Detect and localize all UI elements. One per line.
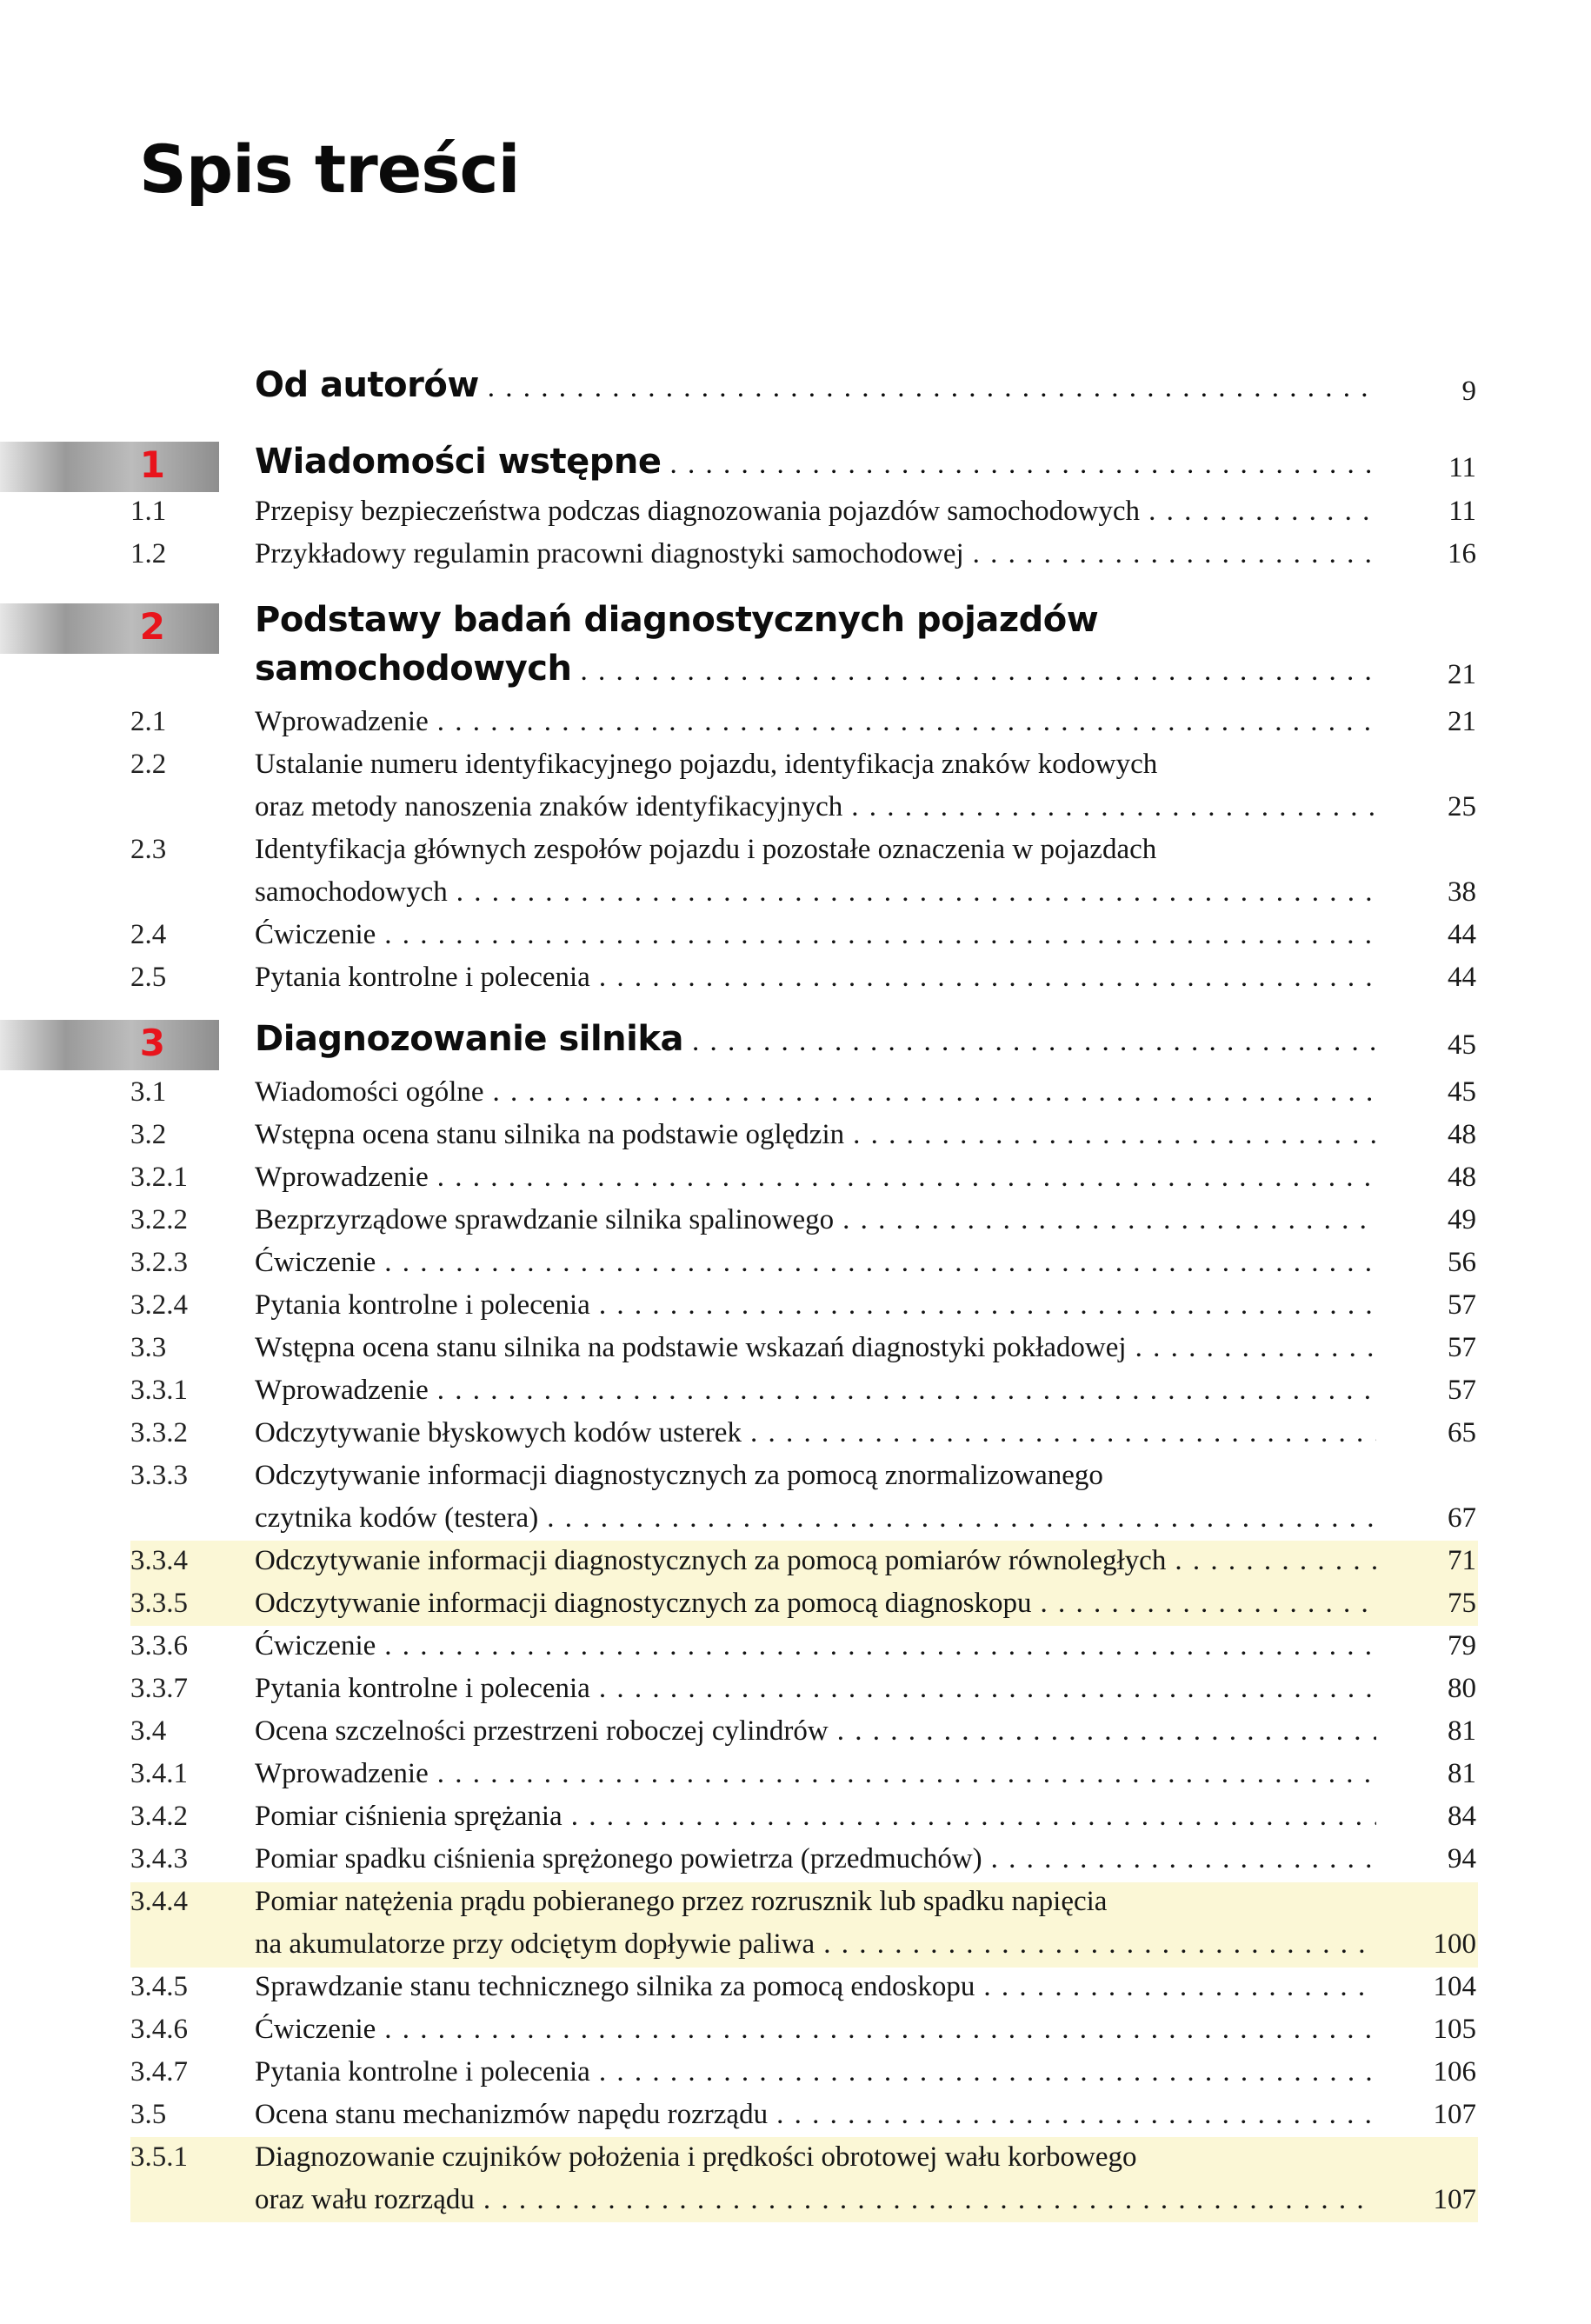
leader-dots: [437, 1162, 1376, 1194]
leader-dots: [599, 1289, 1376, 1322]
page-number: 84: [1448, 1801, 1476, 1832]
entry-label: Wprowadzenie: [255, 706, 429, 737]
leader-dots: [437, 1375, 1376, 1407]
leader-dots: [823, 1928, 1376, 1961]
leader-dots: [488, 372, 1376, 404]
page-number: 104: [1433, 1971, 1476, 2002]
entry-label: Ocena stanu mechanizmów napędu rozrządu: [255, 2099, 769, 2130]
leader-dots: [580, 656, 1376, 688]
entry-label: Od autorów: [255, 365, 479, 405]
entry-label-line2: na akumulatorze przy odciętym dopływie paliwa: [255, 1928, 815, 1960]
entry-label-line2: oraz wału rozrządu: [255, 2184, 475, 2215]
page-number: 65: [1448, 1417, 1476, 1448]
leader-dots: [571, 1801, 1376, 1833]
chapter-number: 2: [139, 605, 165, 648]
entry-label: Pytania kontrolne i polecenia: [255, 962, 590, 993]
entry-label: Przykładowy regulamin pracowni diagnostyki samochodowej: [255, 538, 964, 569]
entry-number: 2.5: [130, 962, 167, 993]
leader-dots: [384, 919, 1376, 951]
page-number: 75: [1448, 1588, 1476, 1619]
entry-label: Ćwiczenie: [255, 1247, 376, 1278]
leader-dots: [670, 449, 1376, 481]
entry-label-line1: Identyfikacja głównych zespołów pojazdu i pozostałe oznaczenia w pojazdach: [255, 834, 1157, 865]
leader-dots: [437, 1758, 1376, 1790]
entry-label-line1: Diagnozowanie czujników położenia i prędkości obrotowej wału korbowego: [255, 2141, 1137, 2173]
page-number: 49: [1448, 1204, 1476, 1235]
leader-dots: [384, 2014, 1376, 2046]
entry-label: Odczytywanie błyskowych kodów usterek: [255, 1417, 742, 1448]
entry-number: 3.4.4: [130, 1886, 188, 1917]
entry-number: 2.2: [130, 749, 167, 780]
entry-label: Wprowadzenie: [255, 1758, 429, 1789]
chapter-band-1: [0, 442, 219, 492]
leader-dots: [991, 1843, 1376, 1875]
entry-label: Pomiar spadku ciśnienia sprężonego powietrza (przedmuchów): [255, 1843, 982, 1875]
page-number: 106: [1433, 2056, 1476, 2088]
leader-dots: [851, 791, 1376, 823]
page-number: 107: [1433, 2184, 1476, 2215]
entry-number: 3.3.6: [130, 1630, 188, 1661]
entry-number: 3.4.6: [130, 2014, 188, 2045]
entry-number: 3.4.2: [130, 1801, 188, 1832]
page-number: 11: [1448, 452, 1476, 483]
leader-dots: [483, 2184, 1376, 2216]
leader-dots: [973, 538, 1376, 570]
page-number: 48: [1448, 1162, 1476, 1193]
entry-number: 3.5: [130, 2099, 167, 2130]
page-number: 80: [1448, 1673, 1476, 1704]
entry-label-line2: oraz metody nanoszenia znaków identyfikacyjnych: [255, 791, 843, 822]
entry-number: 2.4: [130, 919, 167, 950]
entry-label: Sprawdzanie stanu technicznego silnika za pomocą endoskopu: [255, 1971, 975, 2002]
entry-label: Wiadomości ogólne: [255, 1076, 484, 1108]
chapter-title: Diagnozowanie silnika: [255, 1019, 683, 1059]
entry-number: 1.2: [130, 538, 167, 569]
page-number: 94: [1448, 1843, 1476, 1875]
leader-dots: [384, 1630, 1376, 1662]
leader-dots: [1040, 1588, 1376, 1620]
entry-label: Wprowadzenie: [255, 1162, 429, 1193]
entry-label: Wstępna ocena stanu silnika na podstawie wskazań diagnostyki pokładowej: [255, 1332, 1127, 1363]
entry-number: 3.3: [130, 1332, 167, 1363]
entry-number: 2.1: [130, 706, 167, 737]
page-number: 21: [1448, 706, 1476, 737]
entry-label: Pomiar ciśnienia sprężania: [255, 1801, 563, 1832]
entry-label: Ocena szczelności przestrzeni roboczej cylindrów: [255, 1715, 829, 1747]
entry-number: 3.3.1: [130, 1375, 188, 1406]
leader-dots: [1148, 496, 1376, 528]
leader-dots: [437, 706, 1376, 738]
leader-dots: [776, 2099, 1376, 2131]
page-number: 67: [1448, 1502, 1476, 1534]
leader-dots: [599, 2056, 1376, 2088]
leader-dots: [692, 1026, 1376, 1058]
leader-dots: [853, 1119, 1376, 1151]
page-number: 11: [1448, 496, 1476, 527]
page-number: 44: [1448, 962, 1476, 993]
chapter-number: 3: [139, 1022, 165, 1064]
page-number: 100: [1433, 1928, 1476, 1960]
entry-number: 3.3.7: [130, 1673, 188, 1704]
entry-number: 3.3.2: [130, 1417, 188, 1448]
page-number: 79: [1448, 1630, 1476, 1661]
leader-dots: [493, 1076, 1376, 1109]
entry-label: Ćwiczenie: [255, 2014, 376, 2045]
page-number: 9: [1461, 376, 1476, 407]
entry-label: Bezprzyrządowe sprawdzanie silnika spalinowego: [255, 1204, 835, 1235]
entry-label: Wstępna ocena stanu silnika na podstawie oględzin: [255, 1119, 845, 1150]
entry-label-line2: samochodowych: [255, 876, 448, 908]
page-number: 57: [1448, 1375, 1476, 1406]
entry-number: 3.2.3: [130, 1247, 188, 1278]
page-number: 81: [1448, 1715, 1476, 1747]
page-number: 57: [1448, 1332, 1476, 1363]
entry-number: 3.5.1: [130, 2141, 188, 2173]
chapter-band-3: [0, 1020, 219, 1070]
chapter-number: 1: [139, 443, 165, 486]
page-number: 107: [1433, 2099, 1476, 2130]
chapter-title-line1: Podstawy badań diagnostycznych pojazdów: [255, 600, 1099, 640]
page-number: 57: [1448, 1289, 1476, 1321]
entry-number: 3.1: [130, 1076, 167, 1108]
page-number: 81: [1448, 1758, 1476, 1789]
page-number: 56: [1448, 1247, 1476, 1278]
entry-label-line1: Pomiar natężenia prądu pobieranego przez rozrusznik lub spadku napięcia: [255, 1886, 1108, 1917]
page-number: 25: [1448, 791, 1476, 822]
page-number: 38: [1448, 876, 1476, 908]
leader-dots: [599, 1673, 1376, 1705]
page-number: 45: [1448, 1029, 1476, 1061]
page-number: 105: [1433, 2014, 1476, 2045]
entry-number: 3.3.5: [130, 1588, 188, 1619]
leader-dots: [384, 1247, 1376, 1279]
entry-label: Wprowadzenie: [255, 1375, 429, 1406]
leader-dots: [750, 1417, 1376, 1449]
entry-label: Pytania kontrolne i polecenia: [255, 1673, 590, 1704]
entry-number: 3.4.7: [130, 2056, 188, 2088]
entry-number: 2.3: [130, 834, 167, 865]
entry-label: Pytania kontrolne i polecenia: [255, 1289, 590, 1321]
entry-number: 3.3.3: [130, 1460, 188, 1491]
entry-label: Odczytywanie informacji diagnostycznych za pomocą pomiarów równoległych: [255, 1545, 1167, 1576]
leader-dots: [983, 1971, 1376, 2003]
entry-label-line1: Odczytywanie informacji diagnostycznych za pomocą znormalizowanego: [255, 1460, 1103, 1491]
leader-dots: [1135, 1332, 1376, 1364]
page-number: 44: [1448, 919, 1476, 950]
entry-label: Pytania kontrolne i polecenia: [255, 2056, 590, 2088]
entry-number: 3.4: [130, 1715, 167, 1747]
entry-label-line2: czytnika kodów (testera): [255, 1502, 539, 1534]
leader-dots: [456, 876, 1376, 909]
entry-number: 3.2.1: [130, 1162, 188, 1193]
leader-dots: [599, 962, 1376, 994]
leader-dots: [842, 1204, 1376, 1236]
page-title: Spis treści: [139, 130, 520, 208]
leader-dots: [1175, 1545, 1376, 1577]
page-number: 45: [1448, 1076, 1476, 1108]
entry-label-line1: Ustalanie numeru identyfikacyjnego pojazdu, identyfikacja znaków kodowych: [255, 749, 1158, 780]
page-number: 16: [1448, 538, 1476, 569]
entry-number: 3.4.1: [130, 1758, 188, 1789]
entry-label: Przepisy bezpieczeństwa podczas diagnozowania pojazdów samochodowych: [255, 496, 1141, 527]
entry-number: 3.4.5: [130, 1971, 188, 2002]
entry-number: 3.2.4: [130, 1289, 188, 1321]
page-number: 71: [1448, 1545, 1476, 1576]
entry-number: 3.2.2: [130, 1204, 188, 1235]
entry-label: Odczytywanie informacji diagnostycznych za pomocą diagnoskopu: [255, 1588, 1032, 1619]
entry-label: Ćwiczenie: [255, 919, 376, 950]
entry-number: 3.2: [130, 1119, 167, 1150]
chapter-title-line2: samochodowych: [255, 649, 572, 689]
entry-number: 3.4.3: [130, 1843, 188, 1875]
chapter-title: Wiadomości wstępne: [255, 442, 662, 482]
entry-label: Ćwiczenie: [255, 1630, 376, 1661]
page-number: 48: [1448, 1119, 1476, 1150]
entry-number: 1.1: [130, 496, 167, 527]
leader-dots: [837, 1715, 1376, 1748]
chapter-band-2: [0, 603, 219, 654]
page-number: 21: [1448, 659, 1476, 690]
entry-number: 3.3.4: [130, 1545, 188, 1576]
leader-dots: [547, 1502, 1376, 1535]
